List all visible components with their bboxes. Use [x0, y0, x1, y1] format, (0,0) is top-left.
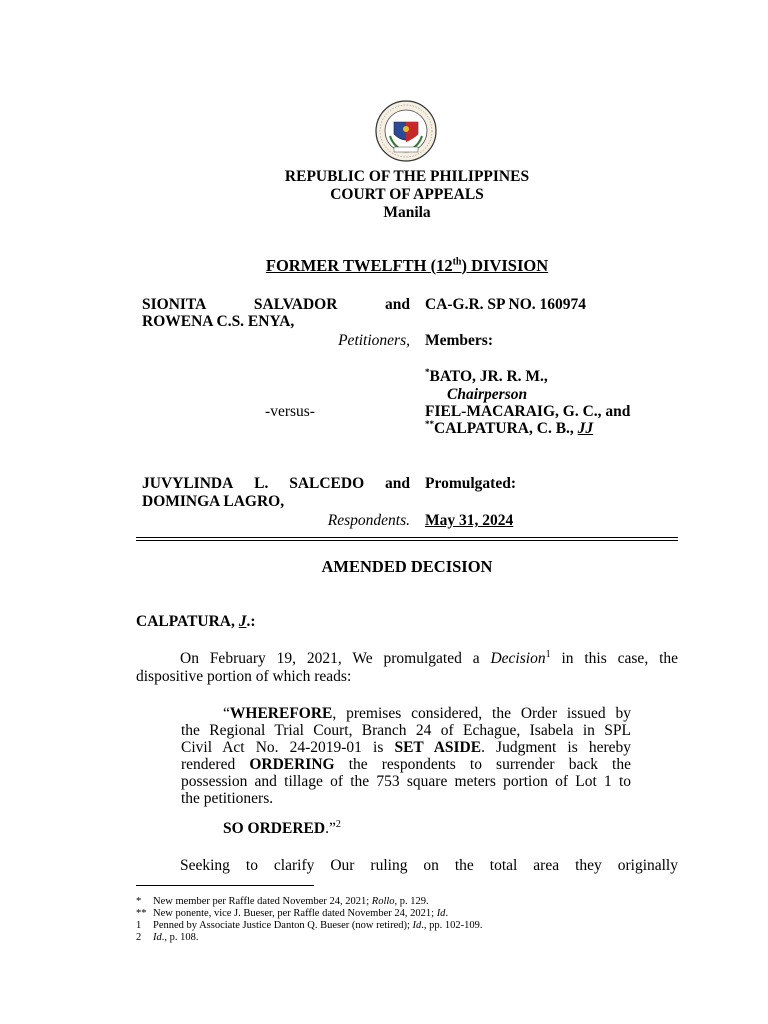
versus-label: -versus- [265, 403, 315, 420]
paragraph-2-line1: Seeking to clarify Our ruling on the total area they originally [180, 857, 678, 874]
header-republic: REPUBLIC OF THE PHILIPPINES [284, 168, 530, 185]
header-court: COURT OF APPEALS [330, 186, 484, 203]
member-bato: *BATO, JR. R. M., [425, 366, 548, 385]
promulgated-date: May 31, 2024 [425, 512, 514, 529]
petitioners-line1: SIONITA SALVADOR and [142, 296, 410, 313]
quote-line1: “WHEREFORE, premises considered, the Order issued by [223, 705, 631, 722]
so-ordered: SO ORDERED.”$^2$ [223, 818, 341, 837]
paragraph-1-line1: On February 19, 2021, We promulgated a Decision$^1$ in this case, the [180, 648, 678, 667]
header-city: Manila [383, 204, 431, 221]
respondents-line1: JUVYLINDA L. SALCEDO and [142, 475, 410, 492]
members-label: Members: [425, 332, 493, 349]
respondents-label: Respondents. [327, 512, 410, 529]
document-title: AMENDED DECISION [321, 557, 493, 576]
ponente: CALPATURA, J.: [136, 613, 256, 630]
member-calpatura: **CALPATURA, C. B., JJ [425, 418, 594, 437]
footnote-divider [136, 885, 314, 886]
footnote-star: * New member per Raffle dated November 24, 2021; Rollo, p. 129. [136, 896, 429, 907]
footnote-2: 2 Id., p. 108. [136, 932, 199, 943]
footnote-double-star: ** New ponente, vice J. Bueser, per Raffle dated November 24, 2021; Id. [136, 908, 449, 919]
petitioners-label: Petitioners, [338, 332, 410, 349]
member-chairperson-label: Chairperson [447, 386, 528, 403]
quote-line4: rendered ORDERING the respondents to surrender back the [181, 756, 631, 773]
division-title: FORMER TWELFTH (12th) DIVISION [265, 256, 549, 275]
member-fiel-macaraig: FIEL-MACARAIG, G. C., and [425, 403, 631, 420]
footnote-1: 1 Penned by Associate Justice Danton Q. Bueser (now retired); Id., pp. 102-109. [136, 920, 483, 931]
court-seal-icon [372, 98, 440, 164]
quote-line6: the petitioners. [181, 790, 274, 807]
quote-line2: the Regional Trial Court, Branch 24 of Echague, Isabela in SPL [181, 722, 631, 739]
divider-top [136, 537, 678, 538]
respondents-line2: DOMINGA LAGRO, [142, 493, 285, 510]
promulgated-label: Promulgated: [425, 475, 516, 492]
case-number: CA-G.R. SP NO. 160974 [425, 296, 587, 313]
paragraph-1-line2: dispositive portion of which reads: [136, 668, 352, 685]
petitioners-line2: ROWENA C.S. ENYA, [142, 313, 295, 330]
divider-bottom [136, 540, 678, 541]
quote-line5: possession and tillage of the 753 square meters portion of Lot 1 to [181, 773, 631, 790]
quote-line3: Civil Act No. 24-2019-01 is SET ASIDE. Judgment is hereby [181, 739, 631, 756]
